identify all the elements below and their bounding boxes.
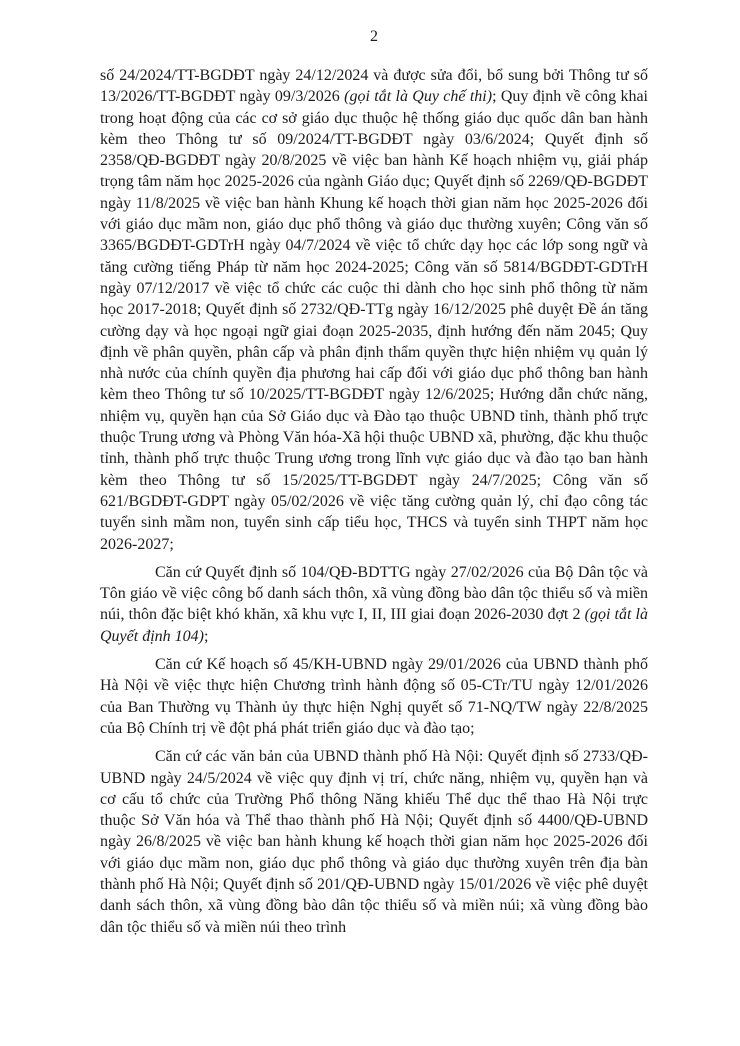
paragraph-2 <box>100 562 648 647</box>
text-run: Căn cứ Kế hoạch số 45/KH-UBND ngày 29/01/2026 của UBND thành phố Hà Nội về việc thực hiện Chương trình hành động số 05-CTr/TU ngày 12/01/2026 của Ban Thường vụ Thành ủy thực hiện Nghị quyết số 71-NQ/TW ngày 22/8/2025 của Bộ Chính trị về đột phá phát triển giáo dục và đào tạo; <box>100 656 648 737</box>
italic-run: (gọi tắt là Quy chế thi) <box>344 88 493 106</box>
text-run: ; <box>203 627 209 645</box>
paragraph-1 <box>100 65 648 555</box>
page-number: 2 <box>370 28 378 45</box>
text-run: Căn cứ các văn bản của UBND thành phố Hà Nội: Quyết định số 2733/QĐ-UBND ngày 24/5/2024 về việc quy định vị trí, chức năng, nhiệm vụ, quyền hạn và cơ cấu tổ chức của Trường Phổ thông Năng khiếu Thể dục thể thao Hà Nội trực thuộc Sở Văn hóa và Thể thao thành phố Hà Nội; Quyết định số 4400/QĐ-UBND ngày 26/8/2025 về việc ban hành khung kế hoạch thời gian năm học 2025-2026 đối với giáo dục mầm non, giáo dục phổ thông và giáo dục thường xuyên trên địa bàn thành phố Hà Nội; Quyết định số 201/QĐ-UBND ngày 15/01/2026 về việc phê duyệt danh sách thôn, xã vùng đồng bào dân tộc thiểu số và miền núi; xã vùng đồng bào dân tộc thiểu số và miền núi theo trình <box>100 748 648 936</box>
paragraph-4 <box>100 746 648 938</box>
text-run: ; Quy định về công khai trong hoạt động của các cơ sở giáo dục thuộc hệ thống giáo dục quốc dân ban hành kèm theo Thông tư số 09/2024/TT-BGDĐT ngày 03/6/2024; Quyết định số 2358/QĐ-BGDĐT ngày 20/8/2025 về việc ban hành Kế hoạch nhiệm vụ, giải pháp trọng tâm năm học 2025-2026 của ngành Giáo dục; Quyết định số 2269/QĐ-BGDĐT ngày 11/8/2025 về việc ban hành Khung kế hoạch thời gian năm học 2025-2026 đối với giáo dục mầm non, giáo dục phổ thông và giáo dục thường xuyên; Công văn số 3365/BGDĐT-GDTrH ngày 04/7/2024 về việc tổ chức dạy học các lớp song ngữ và tăng cường tiếng Pháp từ năm học 2024-2025; Công văn số 5814/BGDĐT-GDTrH ngày 07/12/2017 về việc tổ chức các cuộc thi dành cho học sinh phổ thông từ năm học 2017-2018; Quyết định số 2732/QĐ-TTg ngày 16/12/2025 phê duyệt Đề án tăng cường dạy và học ngoại ngữ giai đoạn 2025-2035, định hướng đến năm 2045; Quy định về phân quyền, phân cấp và phân định thẩm quyền thực hiện nhiệm vụ quản lý nhà nước của chính quyền địa phương hai cấp đối với giáo dục phổ thông ban hành kèm theo Thông tư số 10/2025/TT-BGDĐT ngày 12/6/2025; Hướng dẫn chức năng, nhiệm vụ, quyền hạn của Sở Giáo dục và Đào tạo thuộc UBND tỉnh, thành phố trực thuộc Trung ương và Phòng Văn hóa-Xã hội thuộc UBND xã, phường, đặc khu thuộc tỉnh, thành phố trực thuộc Trung ương trong lĩnh vực giáo dục và đào tạo ban hành kèm theo Thông tư số 15/2025/TT-BGDĐT ngày 24/7/2025; Công văn số 621/BGDĐT-GDPT ngày 05/02/2026 về việc tăng cường quản lý, chỉ đạo công tác tuyển sinh mầm non, tuyển sinh cấp tiểu học, THCS và tuyển sinh THPT năm học 2026-2027; <box>100 88 649 553</box>
text-run: Căn cứ Quyết định số 104/QĐ-BDTTG ngày 27/02/2026 của Bộ Dân tộc và Tôn giáo về việc công bố danh sách thôn, xã vùng đồng bào dân tộc thiểu số và miền núi, thôn đặc biệt khó khăn, xã khu vực I, II, III giai đoạn 2026-2030 đợt 2 <box>100 563 648 624</box>
paragraph-3 <box>100 654 648 739</box>
document-body <box>100 65 648 938</box>
italic-run: (gọi tắt là Quyết định 104) <box>100 606 649 645</box>
text-run: số 24/2024/TT-BGDĐT ngày 24/12/2024 và được sửa đổi, bổ sung bởi Thông tư số 13/2026/TT-BGDĐT ngày 09/3/2026 <box>100 67 648 106</box>
